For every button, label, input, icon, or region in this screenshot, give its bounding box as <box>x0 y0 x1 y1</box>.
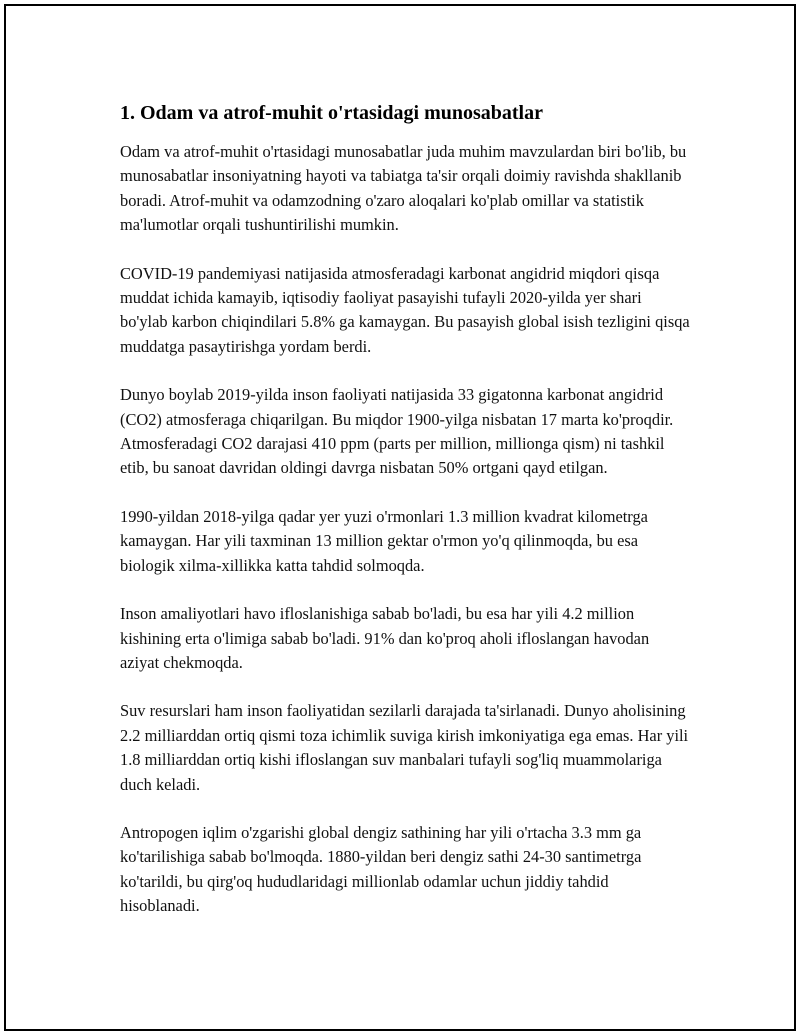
document-page <box>4 4 796 1031</box>
section-heading: 1. Odam va atrof-muhit o'rtasidagi munosabatlar <box>120 102 543 124</box>
paragraph: Dunyo boylab 2019-yilda inson faoliyati natijasida 33 gigatonna karbonat angidrid (CO2) atmosferaga chiqarilgan. Bu miqdor 1900-yilga nisbatan 17 marta ko'proqdir. Atmosferadagi CO2 darajasi 410 ppm (parts per million, millionga qism) ni tashkil etib, bu sanoat davridan oldingi davrga nisbatan 50% ortgani qayd etilgan. <box>120 385 674 478</box>
paragraph: Odam va atrof-muhit o'rtasidagi munosabatlar juda muhim mavzulardan biri bo'lib, bu munosabatlar insoniyatning hayoti va tabiatga ta'sir orqali doimiy ravishda shakllanib boradi. Atrof-muhit va odamzodning o'zaro aloqalari ko'plab omillar va statistik ma'lumotlar orqali tushuntirilishi mumkin. <box>120 142 687 235</box>
document-content <box>120 101 690 943</box>
paragraph: Antropogen iqlim o'zgarishi global dengiz sathining har yili o'rtacha 3.3 mm ga ko'tarilishiga sabab bo'lmoqda. 1880-yildan beri dengiz sathi 24-30 santimetrga ko'tarildi, bu qirg'oq hududlaridagi millionlab odamlar uchun jiddiy tahdid hisoblanadi. <box>120 822 642 916</box>
paragraph: Suv resurslari ham inson faoliyatidan sezilarli darajada ta'sirlanadi. Dunyo aholisining 2.2 milliarddan ortiq qismi toza ichimlik suviga kirish imkoniyatiga ega emas. Har yili 1.8 milliarddan ortiq kishi ifloslangan suv manbalari tufayli sog'liq muammolariga duch keladi. <box>120 701 689 794</box>
paragraph: COVID-19 pandemiyasi natijasida atmosferadagi karbonat angidrid miqdori qisqa muddat ichida kamayib, iqtisodiy faoliyat pasayishi tufayli 2020-yilda yer shari bo'ylab karbon chiqindilari 5.8% ga kamaygan. Bu pasayish global isish tezligini qisqa muddatga pasaytirishga yordam berdi. <box>120 263 690 356</box>
paragraph: Inson amaliyotlari havo ifloslanishiga sabab bo'ladi, bu esa har yili 4.2 million kishining erta o'limiga sabab bo'ladi. 91% dan ko'proq aholi ifloslangan havodan aziyat chekmoqda. <box>120 604 650 672</box>
paragraph: 1990-yildan 2018-yilga qadar yer yuzi o'rmonlari 1.3 million kvadrat kilometrga kamaygan. Har yili taxminan 13 million gektar o'rmon yo'q qilinmoqda, bu esa biologik xilma-xillikka katta tahdid solmoqda. <box>120 506 648 575</box>
